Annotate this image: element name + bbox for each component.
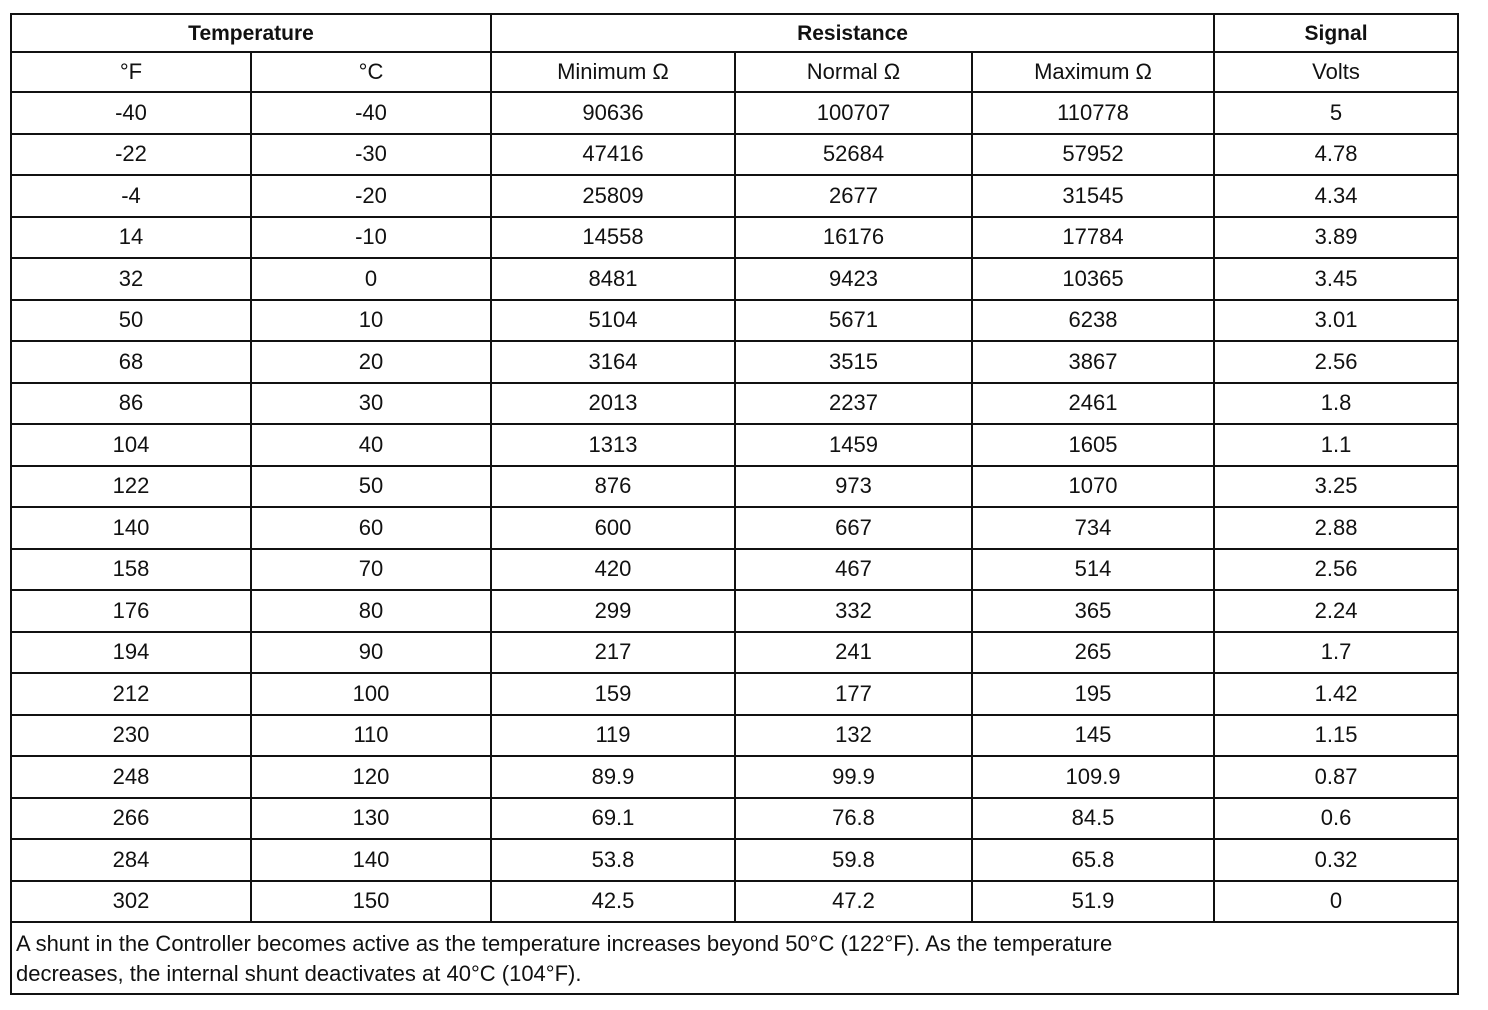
cell-signal-volts: 3.89 (1214, 217, 1458, 259)
cell-minimum-ohms: 420 (491, 549, 735, 591)
cell-fahrenheit: 122 (11, 466, 251, 508)
cell-minimum-ohms: 47416 (491, 134, 735, 176)
cell-fahrenheit: 68 (11, 341, 251, 383)
table-row (11, 590, 1458, 632)
cell-signal-volts: 2.56 (1214, 341, 1458, 383)
cell-signal-volts: 1.7 (1214, 632, 1458, 674)
cell-minimum-ohms: 89.9 (491, 756, 735, 798)
cell-celsius: 120 (251, 756, 491, 798)
cell-minimum-ohms: 8481 (491, 258, 735, 300)
cell-celsius: -40 (251, 92, 491, 134)
cell-maximum-ohms: 145 (972, 715, 1214, 757)
table-row (11, 881, 1458, 923)
cell-fahrenheit: 302 (11, 881, 251, 923)
cell-celsius: 80 (251, 590, 491, 632)
cell-signal-volts: 0.6 (1214, 798, 1458, 840)
sub-header-row (11, 52, 1458, 92)
header-maximum-ohms: Maximum Ω (972, 52, 1214, 92)
header-signal: Signal (1214, 14, 1458, 52)
cell-signal-volts: 2.88 (1214, 507, 1458, 549)
cell-minimum-ohms: 1313 (491, 424, 735, 466)
cell-signal-volts: 5 (1214, 92, 1458, 134)
header-resistance: Resistance (491, 14, 1214, 52)
cell-fahrenheit: 140 (11, 507, 251, 549)
cell-celsius: 30 (251, 383, 491, 425)
cell-signal-volts: 4.78 (1214, 134, 1458, 176)
table-row (11, 92, 1458, 134)
cell-normal-ohms: 2237 (735, 383, 972, 425)
cell-normal-ohms: 467 (735, 549, 972, 591)
cell-normal-ohms: 2677 (735, 175, 972, 217)
cell-minimum-ohms: 159 (491, 673, 735, 715)
table-row (11, 466, 1458, 508)
cell-fahrenheit: -4 (11, 175, 251, 217)
header-temperature: Temperature (11, 14, 491, 52)
cell-maximum-ohms: 195 (972, 673, 1214, 715)
table-row (11, 424, 1458, 466)
table-row (11, 756, 1458, 798)
cell-normal-ohms: 973 (735, 466, 972, 508)
header-minimum-ohms: Minimum Ω (491, 52, 735, 92)
table-row (11, 507, 1458, 549)
cell-fahrenheit: 230 (11, 715, 251, 757)
cell-maximum-ohms: 51.9 (972, 881, 1214, 923)
cell-celsius: -20 (251, 175, 491, 217)
cell-celsius: 130 (251, 798, 491, 840)
cell-minimum-ohms: 69.1 (491, 798, 735, 840)
cell-normal-ohms: 5671 (735, 300, 972, 342)
cell-minimum-ohms: 2013 (491, 383, 735, 425)
footnote-line-1: A shunt in the Controller becomes active as the temperature increases beyond 50°C (122°F). As the temperature (16, 931, 1113, 956)
cell-minimum-ohms: 3164 (491, 341, 735, 383)
cell-minimum-ohms: 217 (491, 632, 735, 674)
cell-fahrenheit: 194 (11, 632, 251, 674)
cell-celsius: 60 (251, 507, 491, 549)
cell-signal-volts: 4.34 (1214, 175, 1458, 217)
cell-celsius: 10 (251, 300, 491, 342)
footnote-line-2: decreases, the internal shunt deactivates at 40°C (104°F). (16, 960, 582, 986)
note-row (11, 922, 1458, 994)
table-body (11, 92, 1458, 922)
cell-fahrenheit: 176 (11, 590, 251, 632)
table-row (11, 632, 1458, 674)
header-volts: Volts (1214, 52, 1458, 92)
cell-celsius: 110 (251, 715, 491, 757)
cell-celsius: 70 (251, 549, 491, 591)
header-celsius: °C (251, 52, 491, 92)
footnote (11, 922, 1458, 994)
header-fahrenheit: °F (11, 52, 251, 92)
table-row (11, 341, 1458, 383)
cell-signal-volts: 0.32 (1214, 839, 1458, 881)
cell-maximum-ohms: 84.5 (972, 798, 1214, 840)
table-row (11, 300, 1458, 342)
table-row (11, 134, 1458, 176)
cell-maximum-ohms: 65.8 (972, 839, 1214, 881)
cell-minimum-ohms: 42.5 (491, 881, 735, 923)
cell-signal-volts: 2.24 (1214, 590, 1458, 632)
cell-signal-volts: 0.87 (1214, 756, 1458, 798)
cell-maximum-ohms: 1605 (972, 424, 1214, 466)
cell-signal-volts: 1.8 (1214, 383, 1458, 425)
cell-celsius: -30 (251, 134, 491, 176)
cell-signal-volts: 3.25 (1214, 466, 1458, 508)
table-row (11, 549, 1458, 591)
cell-fahrenheit: 248 (11, 756, 251, 798)
cell-maximum-ohms: 57952 (972, 134, 1214, 176)
cell-normal-ohms: 667 (735, 507, 972, 549)
cell-signal-volts: 0 (1214, 881, 1458, 923)
cell-maximum-ohms: 514 (972, 549, 1214, 591)
temperature-resistance-table (10, 13, 1459, 995)
table-row (11, 258, 1458, 300)
table-row (11, 673, 1458, 715)
cell-celsius: 150 (251, 881, 491, 923)
cell-normal-ohms: 177 (735, 673, 972, 715)
cell-normal-ohms: 132 (735, 715, 972, 757)
cell-signal-volts: 1.42 (1214, 673, 1458, 715)
cell-fahrenheit: 104 (11, 424, 251, 466)
cell-normal-ohms: 1459 (735, 424, 972, 466)
cell-fahrenheit: 266 (11, 798, 251, 840)
cell-minimum-ohms: 14558 (491, 217, 735, 259)
cell-signal-volts: 2.56 (1214, 549, 1458, 591)
cell-maximum-ohms: 1070 (972, 466, 1214, 508)
table-row (11, 715, 1458, 757)
cell-celsius: 40 (251, 424, 491, 466)
cell-maximum-ohms: 365 (972, 590, 1214, 632)
cell-fahrenheit: 32 (11, 258, 251, 300)
cell-normal-ohms: 99.9 (735, 756, 972, 798)
cell-maximum-ohms: 109.9 (972, 756, 1214, 798)
cell-celsius: 50 (251, 466, 491, 508)
cell-normal-ohms: 52684 (735, 134, 972, 176)
cell-minimum-ohms: 25809 (491, 175, 735, 217)
cell-celsius: 140 (251, 839, 491, 881)
cell-maximum-ohms: 10365 (972, 258, 1214, 300)
cell-fahrenheit: 158 (11, 549, 251, 591)
cell-maximum-ohms: 31545 (972, 175, 1214, 217)
cell-minimum-ohms: 5104 (491, 300, 735, 342)
cell-maximum-ohms: 734 (972, 507, 1214, 549)
cell-signal-volts: 1.1 (1214, 424, 1458, 466)
cell-fahrenheit: 284 (11, 839, 251, 881)
table-row (11, 217, 1458, 259)
cell-minimum-ohms: 119 (491, 715, 735, 757)
cell-celsius: 90 (251, 632, 491, 674)
table-row (11, 798, 1458, 840)
cell-fahrenheit: 50 (11, 300, 251, 342)
cell-minimum-ohms: 90636 (491, 92, 735, 134)
cell-celsius: 0 (251, 258, 491, 300)
cell-normal-ohms: 16176 (735, 217, 972, 259)
cell-fahrenheit: -22 (11, 134, 251, 176)
cell-maximum-ohms: 6238 (972, 300, 1214, 342)
cell-minimum-ohms: 600 (491, 507, 735, 549)
cell-signal-volts: 1.15 (1214, 715, 1458, 757)
cell-normal-ohms: 59.8 (735, 839, 972, 881)
group-header-row (11, 14, 1458, 52)
document-sheet (10, 13, 1457, 995)
header-normal-ohms: Normal Ω (735, 52, 972, 92)
cell-normal-ohms: 332 (735, 590, 972, 632)
table-row (11, 839, 1458, 881)
cell-fahrenheit: 86 (11, 383, 251, 425)
cell-fahrenheit: -40 (11, 92, 251, 134)
table-row (11, 383, 1458, 425)
cell-maximum-ohms: 17784 (972, 217, 1214, 259)
cell-normal-ohms: 241 (735, 632, 972, 674)
cell-fahrenheit: 14 (11, 217, 251, 259)
cell-normal-ohms: 3515 (735, 341, 972, 383)
cell-celsius: 20 (251, 341, 491, 383)
cell-minimum-ohms: 876 (491, 466, 735, 508)
cell-maximum-ohms: 2461 (972, 383, 1214, 425)
cell-minimum-ohms: 53.8 (491, 839, 735, 881)
cell-signal-volts: 3.45 (1214, 258, 1458, 300)
cell-fahrenheit: 212 (11, 673, 251, 715)
cell-maximum-ohms: 110778 (972, 92, 1214, 134)
table-row (11, 175, 1458, 217)
cell-signal-volts: 3.01 (1214, 300, 1458, 342)
cell-celsius: -10 (251, 217, 491, 259)
cell-minimum-ohms: 299 (491, 590, 735, 632)
cell-celsius: 100 (251, 673, 491, 715)
cell-normal-ohms: 47.2 (735, 881, 972, 923)
cell-normal-ohms: 100707 (735, 92, 972, 134)
cell-normal-ohms: 76.8 (735, 798, 972, 840)
cell-maximum-ohms: 265 (972, 632, 1214, 674)
cell-normal-ohms: 9423 (735, 258, 972, 300)
cell-maximum-ohms: 3867 (972, 341, 1214, 383)
